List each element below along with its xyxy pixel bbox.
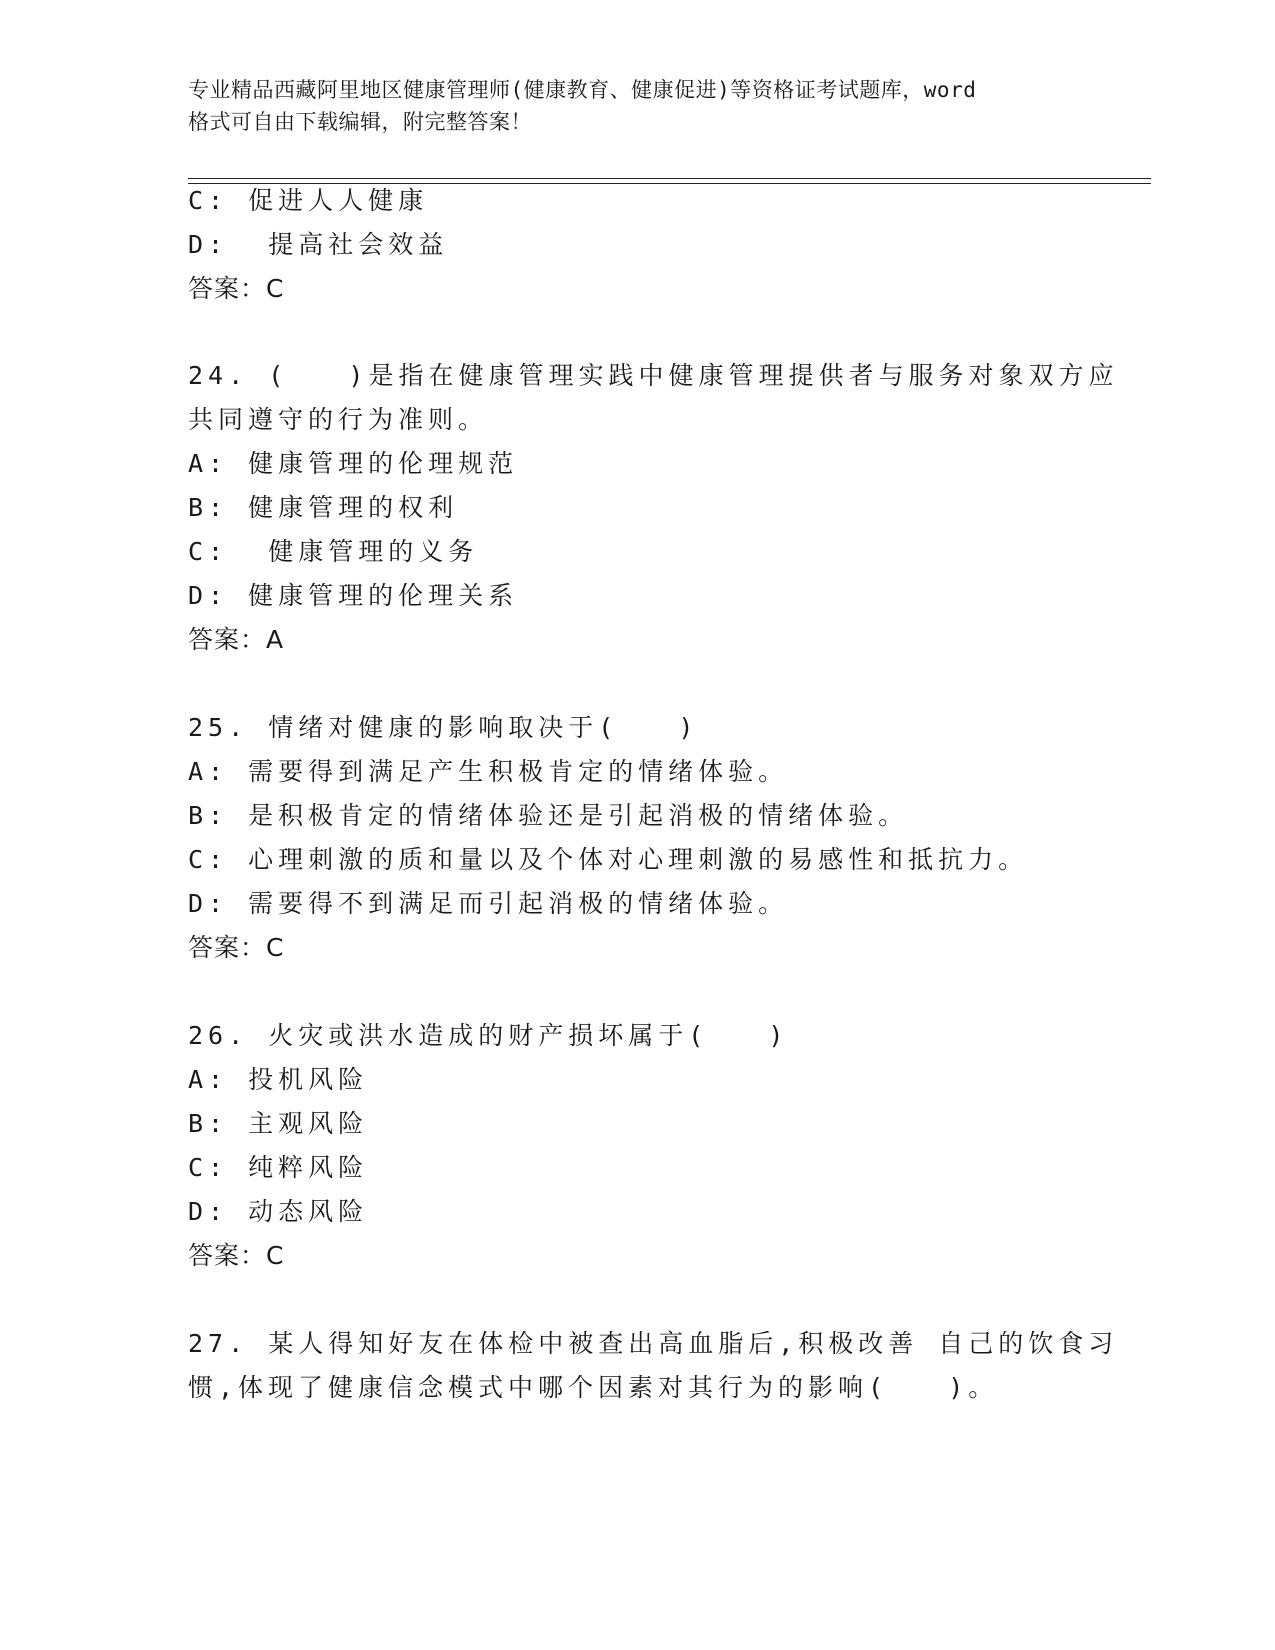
q27-stem-line-2: 惯,体现了健康信念模式中哪个因素对其行为的影响( )。 [188,1373,999,1402]
q24-answer: 答案：A [188,625,285,654]
q25-option-d: D: 需要得不到满足而引起消极的情绪体验。 [188,889,789,918]
q24-option-c: C: 健康管理的义务 [188,537,479,566]
header-line-1: 专业精品西藏阿里地区健康管理师(健康教育、健康促进)等资格证考试题库，word [188,78,977,102]
q27-stem-line-1: 27. 某人得知好友在体检中被查出高血脂后,积极改善 自己的饮食习 [188,1329,1119,1358]
q24-stem-line-1: 24. ( )是指在健康管理实践中健康管理提供者与服务对象双方应 [188,361,1119,390]
header-divider-bottom [188,183,1151,184]
q25-option-b: B: 是积极肯定的情绪体验还是引起消极的情绪体验。 [188,801,909,830]
q26-stem-line-1: 26. 火灾或洪水造成的财产损坏属于( ) [188,1021,789,1050]
q24-option-d: D: 健康管理的伦理关系 [188,581,519,610]
q26-option-b: B: 主观风险 [188,1109,369,1138]
q23-answer: 答案：C [188,274,285,303]
document-header [188,74,1088,138]
q25-option-c: C: 心理刺激的质和量以及个体对心理刺激的易感性和抵抗力。 [188,845,1029,874]
q24-option-a: A: 健康管理的伦理规范 [188,449,519,478]
header-line-2: 格式可自由下载编辑，附完整答案！ [188,110,532,134]
q23-option-d: D: 提高社会效益 [188,230,449,259]
q26-answer: 答案：C [188,1241,285,1270]
q23-option-c: C: 促进人人健康 [188,186,429,215]
q26-option-d: D: 动态风险 [188,1197,369,1226]
q25-stem-line-1: 25. 情绪对健康的影响取决于( ) [188,713,699,742]
q26-option-c: C: 纯粹风险 [188,1153,369,1182]
q24-option-b: B: 健康管理的权利 [188,493,459,522]
header-divider-top [188,178,1151,179]
q26-option-a: A: 投机风险 [188,1065,369,1094]
q25-option-a: A: 需要得到满足产生积极肯定的情绪体验。 [188,757,789,786]
q25-answer: 答案：C [188,933,285,962]
q24-stem-line-2: 共同遵守的行为准则。 [188,405,489,434]
